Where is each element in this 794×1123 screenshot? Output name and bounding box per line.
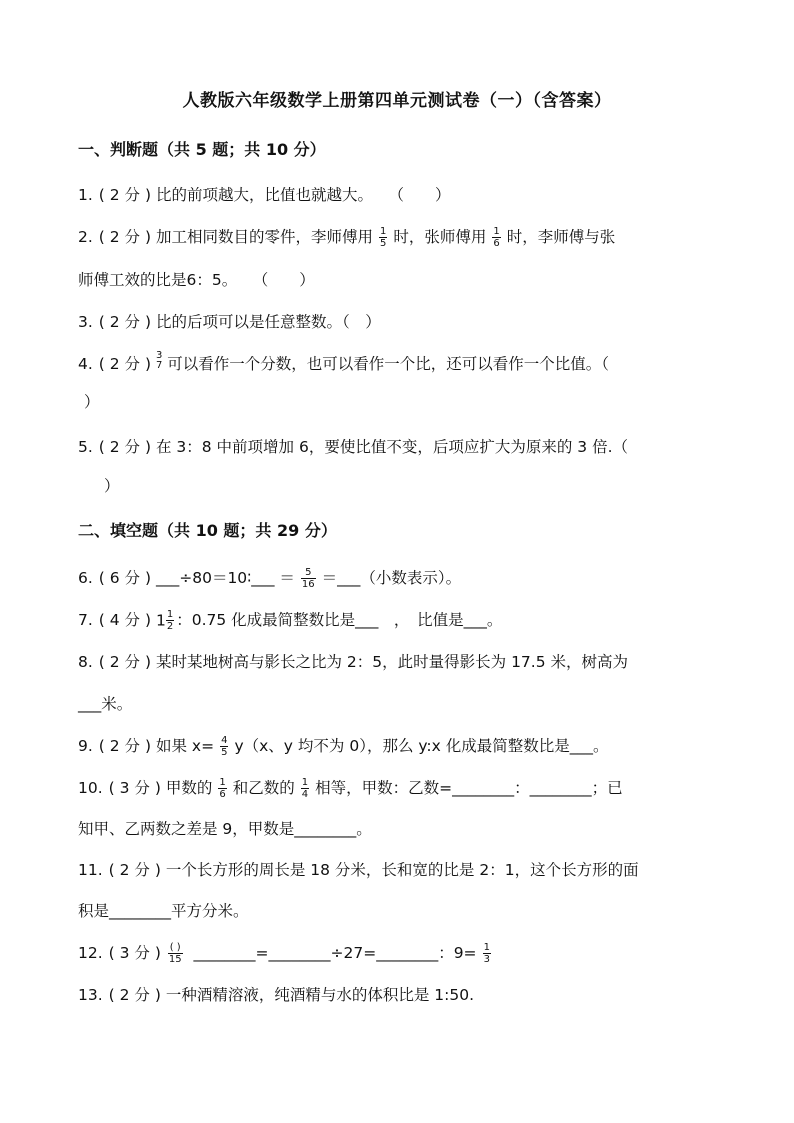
fraction: $\frac{1}{6}$ xyxy=(219,777,226,800)
question-7: 7. ( 4 分 ) 1 $\frac{1}{2}$ ：0.75 化成最简整数比是___ ， 比值是___。 xyxy=(78,601,718,640)
question-1-text: 比的前项越大，比值也就越大。 （ ） xyxy=(155,186,451,204)
mixed-number: 1 $\frac{1}{2}$ xyxy=(155,609,174,633)
question-4-line2: ） xyxy=(84,393,100,411)
fraction: $\frac{( )}{15}$ xyxy=(168,942,182,965)
question-8-line2: ___米。 xyxy=(78,695,133,713)
fraction: $\frac{5}{16}$ xyxy=(301,567,315,590)
question-4-text: 可以看作一个分数，也可以看作一个比，还可以看作一个比值。（ xyxy=(167,355,610,373)
fraction: $\frac{1}{6}$ xyxy=(493,226,500,249)
question-1: 1. ( 2 分 ) 比的前项越大，比值也就越大。 （ ） xyxy=(78,186,451,204)
question-10: 10. ( 3 分 ) 甲数的 $\frac{1}{6}$ 和乙数的 $\frac{1}{4}$ 相等，甲数：乙数=________：________；已 xyxy=(78,777,623,800)
question-2-line2: 师傅工效的比是6：5。 （ ） xyxy=(78,271,315,289)
question-10-line2: 知甲、乙两数之差是 9，甲数是________。 xyxy=(78,820,372,838)
fraction: $\frac{4}{5}$ xyxy=(221,735,228,758)
question-8-text: 某时某地树高与影长之比为 2：5，此时量得影长为 17.5 米，树高为 xyxy=(155,653,629,671)
question-11-text: 一个长方形的周长是 18 分米，长和宽的比是 2：1，这个长方形的面 xyxy=(165,861,639,879)
question-3-text: 比的后项可以是任意整数。（ ） xyxy=(155,313,381,331)
question-6: 6. ( 6 分 ) ___÷80＝10∶___ ＝ $\frac{5}{16}$ ＝___（小数表示）。 xyxy=(78,567,462,590)
section-heading-true-false: 一、判断题（共 5 题；共 10 分） xyxy=(78,140,326,159)
question-12: 12. ( 3 分 ) $\frac{( )}{15}$ ________=________÷27=________：9= $\frac{1}{3}$ xyxy=(78,942,490,965)
question-11-line2: 积是________平方分米。 xyxy=(78,902,249,920)
question-5-line2: ） xyxy=(104,477,120,495)
fraction: $\frac{1}{3}$ xyxy=(483,942,490,965)
question-2: 2. ( 2 分 ) 加工相同数目的零件，李师傅用 $\frac{1}{5}$ 时，张师傅用 $\frac{1}{6}$ 时，李师傅与张 xyxy=(78,226,616,249)
question-4: 4. ( 2 分 ) 3 7 可以看作一个分数，也可以看作一个比，还可以看作一个比值。（ xyxy=(78,350,610,373)
question-11: 11. ( 2 分 ) 一个长方形的周长是 18 分米，长和宽的比是 2：1，这个长方形的面 xyxy=(78,861,639,879)
question-3: 3. ( 2 分 ) 比的后项可以是任意整数。（ ） xyxy=(78,313,381,331)
question-9: 9. ( 2 分 ) 如果 x= $\frac{4}{5}$ y（x、y 均不为 0），那么 y:x 化成最简整数比是___。 xyxy=(78,735,609,758)
fraction: 3 7 xyxy=(155,350,163,371)
fraction: $\frac{1}{5}$ xyxy=(380,226,387,249)
question-13-text: 一种酒精溶液，纯酒精与水的体积比是 1:50. xyxy=(165,986,475,1004)
question-13: 13. ( 2 分 ) 一种酒精溶液，纯酒精与水的体积比是 1:50. xyxy=(78,986,475,1004)
question-5: 5. ( 2 分 ) 在 3：8 中前项增加 6，要使比值不变，后项应扩大为原来的 3 倍.（ xyxy=(78,438,628,456)
fraction: $\frac{1}{4}$ xyxy=(301,777,309,800)
page-title: 人教版六年级数学上册第四单元测试卷（一）（含答案） xyxy=(182,91,612,111)
question-5-text: 在 3：8 中前项增加 6，要使比值不变，后项应扩大为原来的 3 倍.（ xyxy=(155,438,628,456)
question-8: 8. ( 2 分 ) 某时某地树高与影长之比为 2：5，此时量得影长为 17.5 米，树高为 xyxy=(78,653,629,671)
section-heading-fill-in: 二、填空题（共 10 题；共 29 分） xyxy=(78,521,337,540)
